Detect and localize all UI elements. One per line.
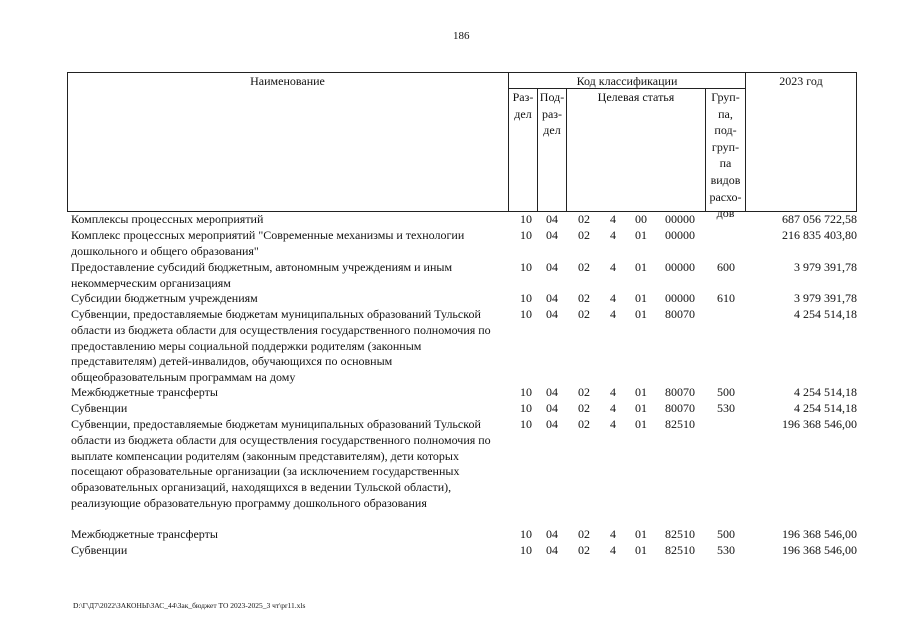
- row-amount: 4 254 514,18: [794, 401, 857, 415]
- row-name: Комплексы процессных мероприятий: [71, 212, 264, 226]
- row-target-3: 01: [635, 307, 647, 321]
- row-target-3: 00: [635, 212, 647, 226]
- row-podrazdel: 04: [546, 212, 558, 226]
- row-target-3: 01: [635, 401, 647, 415]
- row-target-2: 4: [610, 543, 616, 557]
- row-name: Субвенции, предоставляемые бюджетам муниципальных образований Тульской области из бюджета области для осуществления государственного полномочия по выплате компенсации родителям (законным представителям), дети которых посещают образовательные организации (за исключением государственных образовательных организаций, находящихся в ведении Тульской области), реализующие образовательную программу дошкольного образования: [71, 417, 491, 510]
- row-vid: 500: [717, 385, 735, 399]
- row-razdel: 10: [520, 228, 532, 242]
- row-name: Субсидии бюджетным учреждениям: [71, 291, 258, 305]
- row-podrazdel: 04: [546, 228, 558, 242]
- row-target-3: 01: [635, 291, 647, 305]
- row-target-2: 4: [610, 385, 616, 399]
- row-razdel: 10: [520, 260, 532, 274]
- row-target-1: 02: [578, 401, 590, 415]
- row-target-4: 80070: [665, 401, 695, 415]
- header-podrazdel: Под- раз- дел: [539, 90, 565, 138]
- row-target-2: 4: [610, 307, 616, 321]
- row-name: Субвенции, предоставляемые бюджетам муниципальных образований Тульской области из бюджета области для осуществления государственного полномочия по предоставлению меры социальной поддержки родителям (законным представителям) детей-инвалидов, обучающихся по основным общеобразовательным программам на дому: [71, 307, 491, 385]
- row-razdel: 10: [520, 291, 532, 305]
- row-podrazdel: 04: [546, 401, 558, 415]
- row-target-3: 01: [635, 228, 647, 242]
- row-razdel: 10: [520, 307, 532, 321]
- row-target-2: 4: [610, 212, 616, 226]
- row-target-1: 02: [578, 228, 590, 242]
- header-razdel: Раз- дел: [512, 90, 534, 121]
- row-amount: 3 979 391,78: [794, 291, 857, 305]
- row-target-1: 02: [578, 212, 590, 226]
- row-name: Межбюджетные трансферты: [71, 385, 218, 399]
- row-vid: 610: [717, 291, 735, 305]
- row-razdel: 10: [520, 212, 532, 226]
- row-target-1: 02: [578, 417, 590, 431]
- row-target-4: 80070: [665, 385, 695, 399]
- row-name: Субвенции: [71, 401, 128, 415]
- row-amount: 196 368 546,00: [782, 527, 857, 541]
- row-vid: 600: [717, 260, 735, 274]
- row-razdel: 10: [520, 401, 532, 415]
- header-divider: [566, 88, 567, 212]
- row-target-3: 01: [635, 260, 647, 274]
- row-target-2: 4: [610, 527, 616, 541]
- row-vid: 530: [717, 543, 735, 557]
- row-target-1: 02: [578, 543, 590, 557]
- row-podrazdel: 04: [546, 527, 558, 541]
- row-podrazdel: 04: [546, 291, 558, 305]
- row-amount: 216 835 403,80: [782, 228, 857, 242]
- row-target-4: 82510: [665, 417, 695, 431]
- page-number: 186: [453, 30, 470, 42]
- row-podrazdel: 04: [546, 385, 558, 399]
- header-year: 2023 год: [779, 74, 823, 88]
- row-name: Межбюджетные трансферты: [71, 527, 218, 541]
- row-target-2: 4: [610, 401, 616, 415]
- row-amount: 687 056 722,58: [782, 212, 857, 226]
- row-target-1: 02: [578, 527, 590, 541]
- row-target-4: 80070: [665, 307, 695, 321]
- row-amount: 4 254 514,18: [794, 385, 857, 399]
- row-target-4: 00000: [665, 228, 695, 242]
- row-target-2: 4: [610, 260, 616, 274]
- row-razdel: 10: [520, 417, 532, 431]
- header-vid: Груп- па, под- груп- па видов расхо- дов: [709, 90, 742, 221]
- row-target-3: 01: [635, 527, 647, 541]
- row-target-3: 01: [635, 417, 647, 431]
- row-razdel: 10: [520, 385, 532, 399]
- row-podrazdel: 04: [546, 543, 558, 557]
- row-target-4: 00000: [665, 260, 695, 274]
- row-target-4: 82510: [665, 543, 695, 557]
- row-amount: 4 254 514,18: [794, 307, 857, 321]
- row-vid: 500: [717, 527, 735, 541]
- header-right-border: [856, 72, 857, 212]
- row-podrazdel: 04: [546, 260, 558, 274]
- row-amount: 3 979 391,78: [794, 260, 857, 274]
- row-razdel: 10: [520, 543, 532, 557]
- header-code-group: Код классификации: [576, 74, 678, 88]
- header-target: Целевая статья: [597, 90, 675, 104]
- row-target-3: 01: [635, 543, 647, 557]
- row-name: Комплекс процессных мероприятий "Современные механизмы и технологии дошкольного и общего образования": [71, 228, 465, 258]
- row-target-2: 4: [610, 228, 616, 242]
- row-target-1: 02: [578, 260, 590, 274]
- row-vid: 530: [717, 401, 735, 415]
- file-path-footer: D:\Г\Д7\2022\ЗАКОНЫ\ЗАС_44\Зак_бюджет ТО 2023-2025_3 чт\pr11.xls: [73, 601, 306, 610]
- row-amount: 196 368 546,00: [782, 543, 857, 557]
- row-podrazdel: 04: [546, 307, 558, 321]
- row-target-1: 02: [578, 307, 590, 321]
- header-left-border: [67, 72, 68, 212]
- row-name: Предоставление субсидий бюджетным, автономным учреждениям и иным некоммерческим организациям: [71, 260, 453, 290]
- row-target-4: 82510: [665, 527, 695, 541]
- row-target-2: 4: [610, 291, 616, 305]
- row-target-1: 02: [578, 291, 590, 305]
- row-podrazdel: 04: [546, 417, 558, 431]
- row-amount: 196 368 546,00: [782, 417, 857, 431]
- row-target-3: 01: [635, 385, 647, 399]
- header-name: Наименование: [250, 74, 325, 88]
- row-target-2: 4: [610, 417, 616, 431]
- row-target-4: 00000: [665, 291, 695, 305]
- row-name: Субвенции: [71, 543, 128, 557]
- row-razdel: 10: [520, 527, 532, 541]
- row-target-4: 00000: [665, 212, 695, 226]
- row-target-1: 02: [578, 385, 590, 399]
- header-divider: [745, 72, 746, 212]
